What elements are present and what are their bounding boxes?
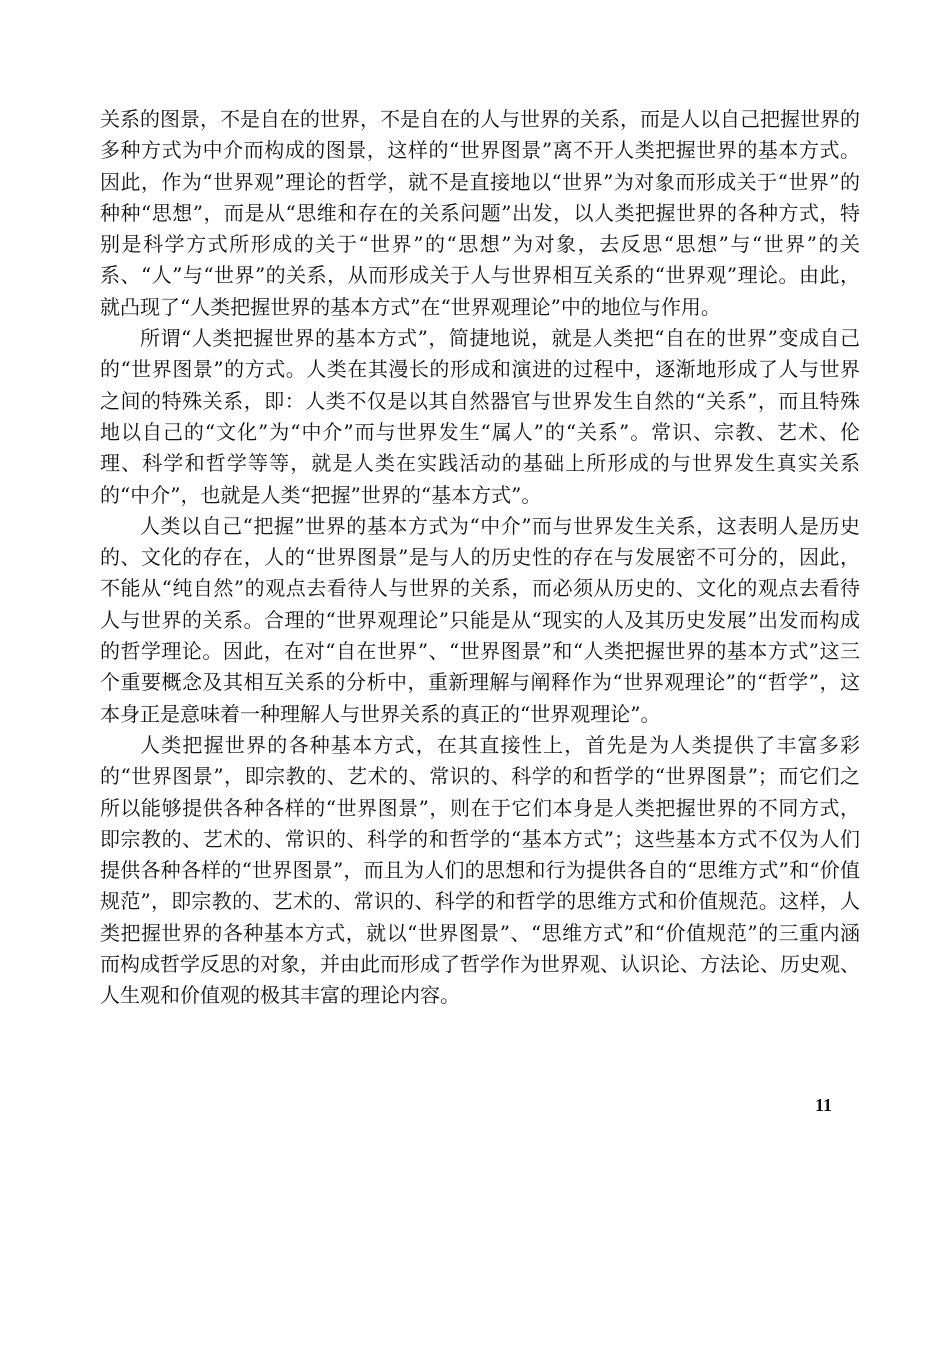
page-number: 11 bbox=[815, 1095, 833, 1115]
paragraph-2: 所谓“人类把握世界的基本方式”，简捷地说，就是人类把“自在的世界”变成自己的“世界图景”的方式。人类在其漫长的形成和演进的过程中，逐渐地形成了人与世界之间的特殊关系，即：人类不仅是以其自然器官与世界发生自然的“关系”，而且特殊地以自己的“文化”为“中介”而与世界发生“属人”的“关系”。常识、宗教、艺术、伦理、科学和哲学等等，就是人类在实践活动的基础上所形成的与世界发生真实关系的“中介”，也就是人类“把握”世界的“基本方式”。 bbox=[100, 326, 860, 507]
paragraph-1: 关系的图景，不是自在的世界，不是自在的人与世界的关系，而是人以自己把握世界的多种方式为中介而构成的图景，这样的“世界图景”离不开人类把握世界的基本方式。因此，作为“世界观”理论的哲学，就不是直接地以“世界”为对象而形成关于“世界”的种种“思想”，而是从“思维和存在的关系问题”出发，以人类把握世界的各种方式，特别是科学方式所形成的关于“世界”的“思想”为对象，去反思“思想”与“世界”的关系、“人”与“世界”的关系，从而形成关于人与世界相互关系的“世界观”理论。由此，就凸现了“人类把握世界的基本方式”在“世界观理论”中的地位与作用。 bbox=[100, 107, 860, 319]
paragraph-3: 人类以自己“把握”世界的基本方式为“中介”而与世界发生关系，这表明人是历史的、文化的存在，人的“世界图景”是与人的历史性的存在与发展密不可分的，因此，不能从“纯自然”的观点去看待人与世界的关系，而必须从历史的、文化的观点去看待人与世界的关系。合理的“世界观理论”只能是从“现实的人及其历史发展”出发而构成的哲学理论。因此，在对“自在世界”、“世界图景”和“人类把握世界的基本方式”这三个重要概念及其相互关系的分析中，重新理解与阐释作为“世界观理论”的“哲学”，这本身正是意味着一种理解人与世界关系的真正的“世界观理论”。 bbox=[100, 513, 860, 726]
paragraph-4: 人类把握世界的各种基本方式，在其直接性上，首先是为人类提供了丰富多彩的“世界图景”，即宗教的、艺术的、常识的、科学的和哲学的“世界图景”；而它们之所以能够提供各种各样的“世界图景”，则在于它们本身是人类把握世界的不同方式，即宗教的、艺术的、常识的、科学的和哲学的“基本方式”；这些基本方式不仅为人们提供各种各样的“世界图景”，而且为人们的思想和行为提供各自的“思维方式”和“价值规范”，即宗教的、艺术的、常识的、科学的和哲学的思维方式和价值规范。这样，人类把握世界的各种基本方式，就以“世界图景”、“思维方式”和“价值规范”的三重内涵而构成哲学反思的对象，并由此而形成了哲学作为世界观、认识论、方法论、历史观、人生观和价值观的极其丰富的理论内容。 bbox=[100, 732, 860, 1008]
document-body bbox=[100, 104, 860, 1012]
